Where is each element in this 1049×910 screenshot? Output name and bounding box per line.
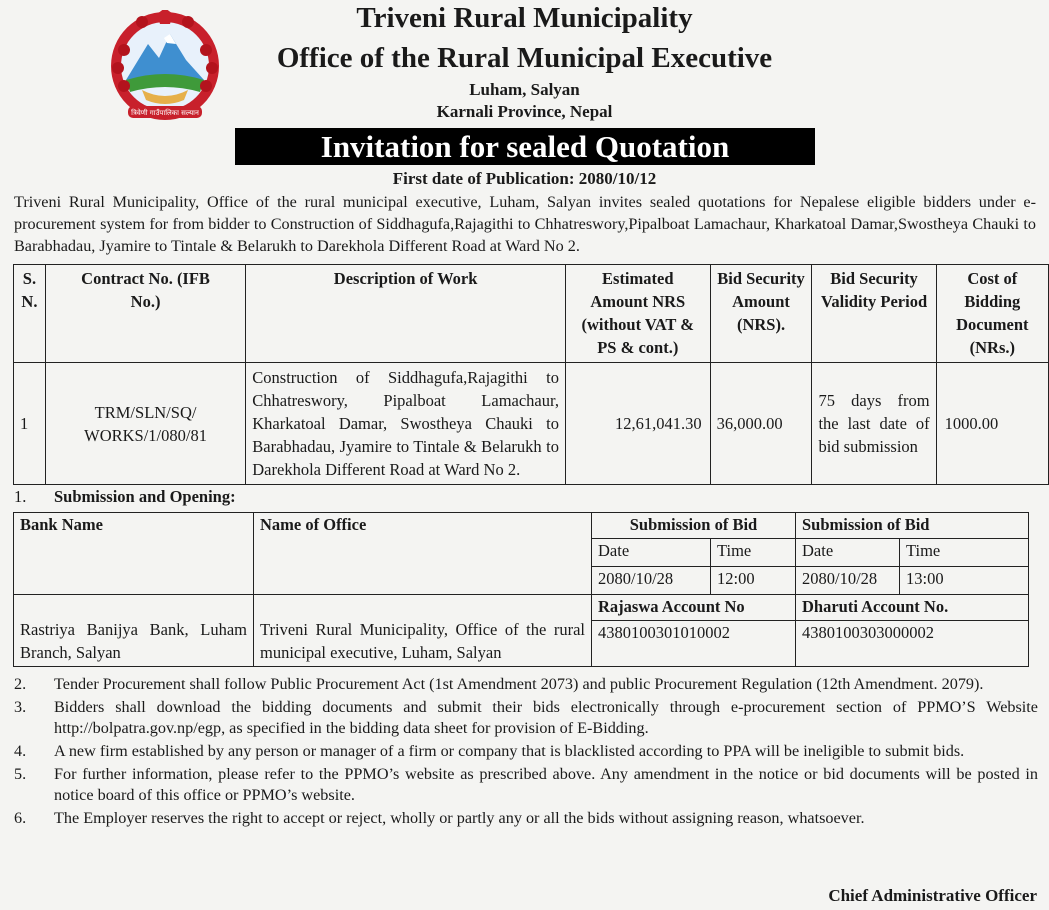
- submission-heading-text: Submission and Opening:: [54, 487, 236, 506]
- rajaswa-account-value: 4380100301010002: [592, 621, 796, 667]
- list-item: [14, 674, 1038, 695]
- signature: Chief Administrative Officer: [828, 886, 1037, 905]
- publication-date: First date of Publication: 2080/10/12: [392, 169, 657, 188]
- submission-table: [13, 512, 1029, 667]
- submission-time-1: 12:00: [711, 567, 796, 595]
- header-description: Description of Work: [246, 265, 566, 363]
- header-bid-security: Bid Security Amount (NRS).: [710, 265, 812, 363]
- cell-cost: 1000.00: [936, 363, 1048, 485]
- time-label-2: Time: [900, 539, 1029, 567]
- table-row: [14, 513, 1029, 539]
- header-estimate: Estimated Amount NRS (without VAT & PS & cont.): [565, 265, 710, 363]
- cell-sn: 1: [14, 363, 46, 485]
- dharuti-account-value: 4380100303000002: [796, 621, 1029, 667]
- list-item: [14, 808, 1038, 829]
- time-label-1: Time: [711, 539, 796, 567]
- note-text: Tender Procurement shall follow Public Procurement Act (1st Amendment 2073) and public Procurement Regulation (12th Amendment. 2079).: [54, 675, 984, 693]
- submission-heading-num: 1.: [14, 487, 27, 506]
- date-label-1: Date: [592, 539, 711, 567]
- header-cost: Cost of Bidding Document (NRs.): [936, 265, 1048, 363]
- contract-table: [13, 264, 1049, 485]
- submission-header-1: Submission of Bid: [592, 513, 796, 539]
- cell-bid-security: 36,000.00: [710, 363, 812, 485]
- office-title: Office of the Rural Municipal Executive: [276, 42, 773, 74]
- location-line: Luham, Salyan: [469, 80, 580, 99]
- cell-description: Construction of Siddhagufa,Rajagithi to Chhatreswory, Pipalboat Lamachaur, Kharkatoal Damar, Swostheya Chauki to Barabhadau, Jyamire to Tintale & Belarukh to Darekhola Different Road at Ward No 2.: [246, 363, 566, 485]
- table-row: [14, 363, 1049, 485]
- office-name-value: Triveni Rural Municipality, Office of the rural municipal executive, Luham, Salyan: [254, 595, 592, 667]
- municipality-title: Triveni Rural Municipality: [356, 2, 693, 34]
- header-validity: Bid Security Validity Period: [812, 265, 936, 363]
- office-name-header: Name of Office: [254, 513, 592, 595]
- table-header-row: [14, 265, 1049, 363]
- note-number: 5.: [14, 765, 27, 783]
- date-label-2: Date: [796, 539, 900, 567]
- submission-heading: [14, 487, 236, 507]
- notes-list: [14, 674, 1038, 831]
- note-text: For further information, please refer to the PPMO’s website as prescribed above. Any amendment in the notice or bid documents will be posted in notice board of this office or PPMO’s website.: [54, 765, 1038, 804]
- list-item: [14, 764, 1038, 806]
- list-item: [14, 697, 1038, 739]
- notice-banner: Invitation for sealed Quotation: [235, 128, 815, 165]
- cell-estimate: 12,61,041.30: [565, 363, 710, 485]
- dharuti-account-label: Dharuti Account No.: [796, 595, 1029, 621]
- note-number: 2.: [14, 675, 27, 693]
- header-sn: S. N.: [14, 265, 46, 363]
- intro-paragraph: Triveni Rural Municipality, Office of the rural municipal executive, Luham, Salyan invites sealed quotations for Nepalese eligible bidders under e-procurement system for from bidder to Construction of Siddhagufa,Rajagithi to Chhatreswory,Pipalboat Lamachaur, Kharkatoal Damar,Swostheya Chauki to Barabhadau, Jyamire to Tintale & Belarukh to Darekhola Different Road at Ward No 2.: [14, 193, 1036, 255]
- note-number: 3.: [14, 698, 27, 716]
- table-row: [14, 595, 1029, 621]
- submission-time-2: 13:00: [900, 567, 1029, 595]
- submission-date-1: 2080/10/28: [592, 567, 711, 595]
- note-number: 4.: [14, 742, 27, 760]
- submission-header-2: Submission of Bid: [796, 513, 1029, 539]
- note-text: Bidders shall download the bidding documents and submit their bids electronically through e-procurement section of PPMO’S Website http://bolpatra.gov.np/egp, as specified in the bidding data sheet for provision of E-Bidding.: [54, 698, 1038, 737]
- bank-name-header: Bank Name: [14, 513, 254, 595]
- submission-date-2: 2080/10/28: [796, 567, 900, 595]
- note-number: 6.: [14, 809, 27, 827]
- bank-name-value: Rastriya Banijya Bank, Luham Branch, Salyan: [14, 595, 254, 667]
- emblem-caption: त्रिवेणी गाउँपालिका सल्यान: [131, 109, 199, 117]
- cell-validity: 75 days from the last date of bid submission: [812, 363, 936, 485]
- province-line: Karnali Province, Nepal: [436, 102, 613, 121]
- note-text: A new firm established by any person or manager of a firm or company that is blacklisted according to PPA will be ineligible to submit bids.: [54, 742, 965, 760]
- note-text: The Employer reserves the right to accept or reject, wholly or partly any or all the bids without assigning reason, whatsoever.: [54, 809, 865, 827]
- cell-contract-no: TRM/SLN/SQ/ WORKS/1/080/81: [45, 363, 245, 485]
- header-contract-no: Contract No. (IFB No.): [45, 265, 245, 363]
- list-item: [14, 741, 1038, 762]
- rajaswa-account-label: Rajaswa Account No: [592, 595, 796, 621]
